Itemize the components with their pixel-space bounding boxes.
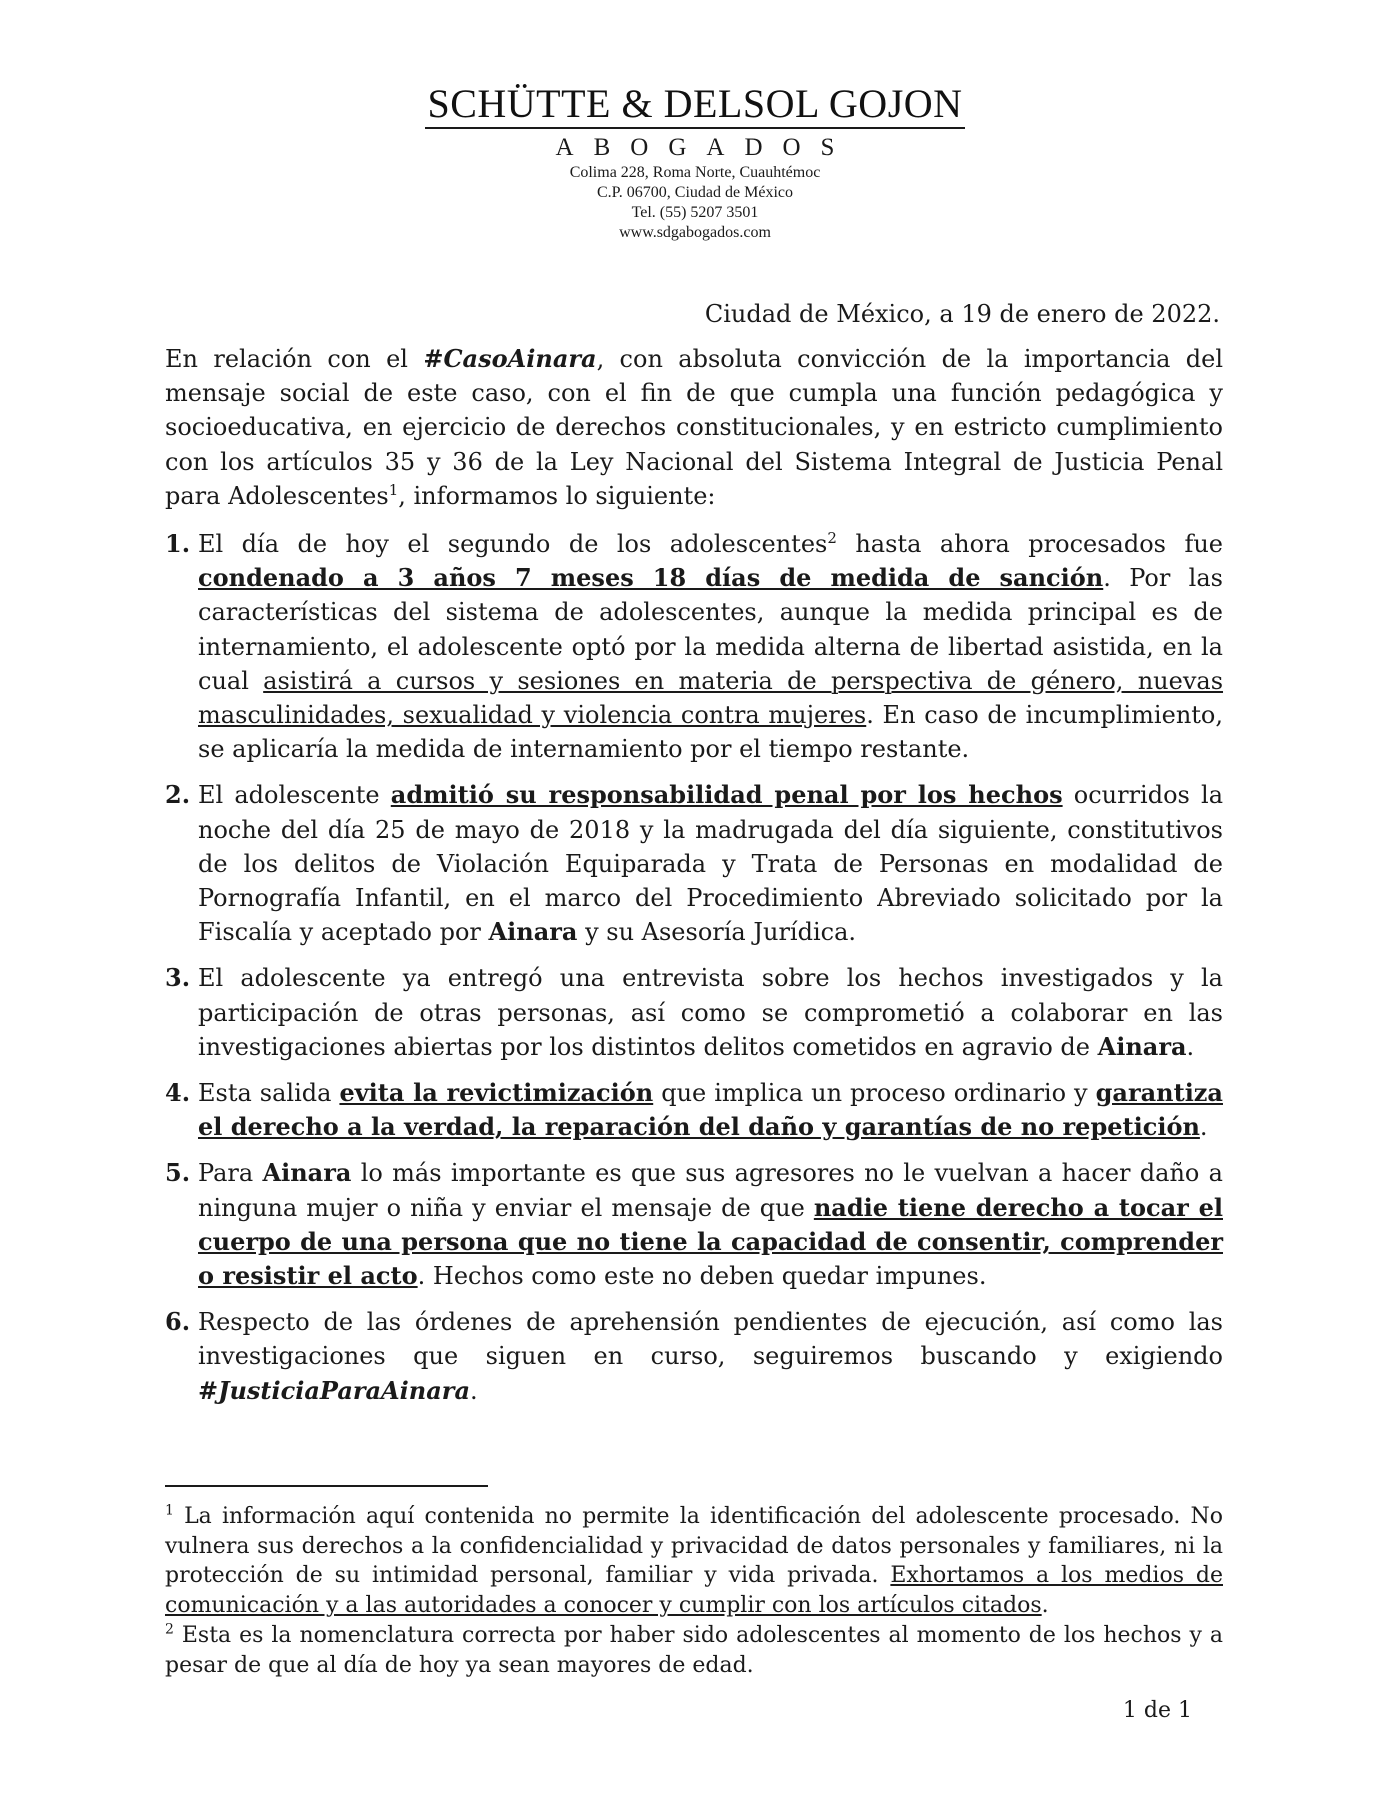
justicia-hashtag: #JusticiaParaAinara (198, 1375, 470, 1405)
page-number: 1 de 1 (1122, 1698, 1192, 1723)
item-text: El día de hoy el segundo de los adolescentes (198, 530, 828, 559)
item-text: . Hechos como este no deben quedar impunes. (417, 1262, 987, 1291)
footnote-text: La información aquí contenida no permite la identificación del adolescente procesado. No vulnera sus derechos a la confidencialidad y privacidad de datos personales y familiares, ni la protección de su intimidad personal, familiar y vida privada. (165, 1504, 1223, 1589)
footnote-ref-2: 2 (827, 529, 837, 548)
item-text: Esta salida (198, 1079, 340, 1108)
emphasis-sentence: condenado a 3 años 7 meses 18 días de medida de sanción (198, 563, 1104, 593)
list-item-2 (165, 778, 1223, 949)
item-number: 6. (165, 1307, 191, 1337)
item-text: . (1199, 1113, 1208, 1142)
list-item-1 (165, 527, 1223, 766)
intro-paragraph (165, 342, 1223, 513)
footnote-ref-1: 1 (388, 480, 399, 499)
list-item-4 (165, 1076, 1223, 1144)
firm-website[interactable]: www.sdgabogados.com (619, 224, 771, 241)
date-line: Ciudad de México, a 19 de enero de 2022. (704, 300, 1220, 328)
underlined-text: Exhortamos a los medios de comunicación y a las autoridades a conocer y cumplir con los artículos citados (165, 1563, 1223, 1619)
footnote-mark: 1 (165, 1502, 174, 1519)
item-text: . Por las características del sistema de adolescentes, aunque la medida principal es de internamiento, el adolescente optó por la medida alterna de libertad asistida, en la cual (198, 564, 1223, 695)
list-item-3 (165, 961, 1223, 1064)
ainara-name: Ainara (488, 917, 578, 947)
item-text: lo más importante es que sus agresores no le vuelvan a hacer daño a ninguna mujer o niña y enviar el mensaje de que (198, 1159, 1223, 1222)
numbered-list (165, 527, 1223, 1408)
list-item-6 (165, 1305, 1223, 1408)
footnote-2 (165, 1621, 1223, 1680)
item-text: Respecto de las órdenes de aprehensión pendientes de ejecución, así como las investigaciones que siguen en curso, seguiremos buscando y exigiendo (198, 1308, 1223, 1371)
item-text: ocurridos la noche del día 25 de mayo de 2018 y la madrugada del día siguiente, constitutivos de los delitos de Violación Equiparada y Trata de Personas en modalidad de Pornografía Infantil, en el marco del Procedimiento Abreviado solicitado por la Fiscalía y aceptado por (198, 781, 1224, 947)
emphasis-sentence: nadie tiene derecho a tocar el cuerpo de una persona que no tiene la capacidad de consentir, comprender o resistir el acto (198, 1192, 1223, 1291)
emphasis-sentence: admitió su responsabilidad penal por los hechos (390, 780, 1063, 810)
item-number: 1. (165, 529, 191, 559)
item-text: El adolescente (198, 781, 391, 810)
intro-text: , con absoluta convicción de la importancia del mensaje social de este caso, con el fin de que cumpla una función pedagógica y socioeducativa, en ejercicio de derechos constitucionales, y en estricto cumplimiento con los artículos 35 y 36 de la Ley Nacional del Sistema Integral de Justicia Penal para Adolescentes (165, 345, 1223, 510)
firm-name: SCHÜTTE & DELSOL GOJON (425, 82, 964, 129)
item-number: 3. (165, 963, 191, 993)
footnote-text: Esta es la nomenclatura correcta por haber sido adolescentes al momento de los hechos y a pesar de que al día de hoy ya sean mayores de edad. (165, 1622, 1223, 1678)
letterhead (0, 82, 1390, 243)
emphasis-sentence: garantiza el derecho a la verdad, la reparación del daño y garantías de no repetición (198, 1078, 1223, 1142)
emphasis-sentence: evita la revictimización (339, 1078, 654, 1108)
ainara-name: Ainara (1097, 1031, 1187, 1061)
item-text: . (1186, 1032, 1195, 1061)
footnote-mark: 2 (165, 1621, 174, 1638)
intro-text: , informamos lo siguiente: (398, 481, 716, 510)
letter-body (165, 342, 1223, 1420)
item-text: Para (198, 1159, 263, 1188)
caso-ainara-hashtag: #CasoAinara (423, 344, 597, 373)
item-number: 5. (165, 1158, 191, 1188)
footnotes (165, 1502, 1223, 1680)
item-number: 4. (165, 1078, 191, 1108)
firm-address-line2: C.P. 06700, Ciudad de México (597, 184, 793, 201)
footnote-text: . (1041, 1593, 1049, 1619)
list-item-5 (165, 1156, 1223, 1293)
item-text: que implica un proceso ordinario y (653, 1079, 1096, 1108)
footnote-divider (165, 1485, 488, 1487)
underlined-text: asistirá a cursos y sesiones en materia de perspectiva de género, nuevas masculinidades, sexualidad y violencia contra mujeres (198, 666, 1224, 730)
item-text: El adolescente ya entregó una entrevista sobre los hechos investigados y la participación de otras personas, así como se comprometió a colaborar en las investigaciones abiertas por los distintos delitos cometidos en agravio de (198, 964, 1223, 1061)
intro-text: En relación con el (165, 345, 424, 373)
item-text: . (470, 1376, 478, 1405)
ainara-name: Ainara (262, 1158, 352, 1188)
item-text: . En caso de incumplimiento, se aplicaría la medida de internamiento por el tiempo restante. (198, 701, 1223, 764)
item-text: hasta ahora procesados fue (836, 530, 1223, 559)
item-text: y su Asesoría Jurídica. (577, 918, 857, 947)
footnote-1 (165, 1502, 1223, 1621)
item-number: 2. (165, 780, 191, 810)
firm-address-line1: Colima 228, Roma Norte, Cuauhtémoc (569, 164, 821, 181)
firm-subtitle: ABOGADOS (555, 134, 855, 161)
firm-phone: Tel. (55) 5207 3501 (631, 204, 759, 221)
